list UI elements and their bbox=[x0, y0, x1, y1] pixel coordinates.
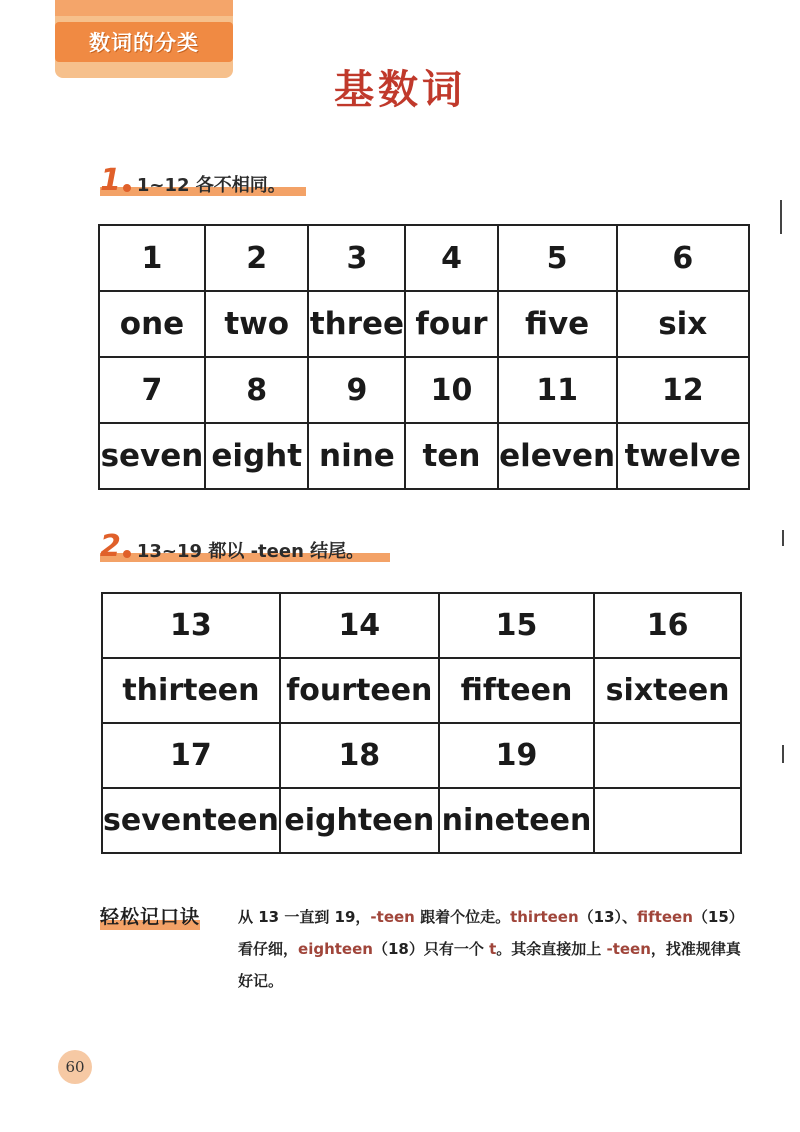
table-row bbox=[99, 291, 749, 357]
mnemonic-text: 从 13 一直到 19，-teen 跟着个位走。thirteen（13）、fifteen（15）看仔细，eighteen（18）只有一个 t。其余直接加上 -teen，找准规律真好记。 bbox=[238, 908, 744, 990]
word-cell: nine bbox=[308, 423, 405, 489]
number-cell: 12 bbox=[617, 357, 749, 423]
word-cell: eight bbox=[205, 423, 309, 489]
word-cell: fifteen bbox=[439, 658, 594, 723]
highlight-teen: -teen bbox=[370, 908, 415, 926]
table-row bbox=[102, 658, 741, 723]
page-number: 60 bbox=[58, 1050, 92, 1084]
word-cell: nineteen bbox=[439, 788, 594, 853]
word-cell: twelve bbox=[617, 423, 749, 489]
section-1-heading bbox=[100, 164, 286, 198]
number-cell: 7 bbox=[99, 357, 205, 423]
number-cell: 6 bbox=[617, 225, 749, 291]
table-row bbox=[99, 225, 749, 291]
table-row bbox=[102, 723, 741, 788]
number-cell: 11 bbox=[498, 357, 617, 423]
page-edge-mark bbox=[782, 530, 784, 546]
category-tag-label: 数词的分类 bbox=[55, 22, 233, 62]
number-cell: 2 bbox=[205, 225, 309, 291]
mnemonic-label: 轻松记口诀 bbox=[100, 906, 201, 928]
number-cell: 18 bbox=[280, 723, 439, 788]
table-row bbox=[99, 357, 749, 423]
number-cell: 17 bbox=[102, 723, 280, 788]
word-cell: eleven bbox=[498, 423, 617, 489]
number-cell: 5 bbox=[498, 225, 617, 291]
word-cell: four bbox=[405, 291, 497, 357]
empty-cell bbox=[594, 723, 741, 788]
highlight-eighteen: eighteen bbox=[298, 940, 373, 958]
word-cell: five bbox=[498, 291, 617, 357]
section-1-text: 1~12 各不相同。 bbox=[136, 175, 286, 196]
number-cell: 16 bbox=[594, 593, 741, 658]
highlight-thirteen: thirteen bbox=[510, 908, 579, 926]
section-2-number: 2 bbox=[100, 529, 121, 564]
word-cell: eighteen bbox=[280, 788, 439, 853]
word-cell: two bbox=[205, 291, 309, 357]
section-2-dot bbox=[123, 550, 131, 558]
number-cell: 8 bbox=[205, 357, 309, 423]
number-cell: 15 bbox=[439, 593, 594, 658]
highlight-t: t bbox=[489, 940, 497, 958]
number-cell: 4 bbox=[405, 225, 497, 291]
number-cell: 13 bbox=[102, 593, 280, 658]
highlight-teen: -teen bbox=[606, 940, 651, 958]
page-title: 基数词 bbox=[334, 67, 466, 113]
number-cell: 19 bbox=[439, 723, 594, 788]
word-cell: one bbox=[99, 291, 205, 357]
number-cell: 14 bbox=[280, 593, 439, 658]
numbers-table-1-12 bbox=[98, 224, 750, 490]
highlight-fifteen: fifteen bbox=[637, 908, 693, 926]
word-cell: seventeen bbox=[102, 788, 280, 853]
section-1-dot bbox=[123, 184, 131, 192]
section-1-number: 1 bbox=[100, 163, 121, 198]
word-cell: ten bbox=[405, 423, 497, 489]
section-2-heading bbox=[100, 530, 364, 564]
word-cell: thirteen bbox=[102, 658, 280, 723]
table-row bbox=[102, 788, 741, 853]
word-cell: seven bbox=[99, 423, 205, 489]
number-cell: 9 bbox=[308, 357, 405, 423]
number-cell: 1 bbox=[99, 225, 205, 291]
numbers-table-13-19 bbox=[101, 592, 742, 854]
empty-cell bbox=[594, 788, 741, 853]
word-cell: six bbox=[617, 291, 749, 357]
number-cell: 3 bbox=[308, 225, 405, 291]
word-cell: fourteen bbox=[280, 658, 439, 723]
number-cell: 10 bbox=[405, 357, 497, 423]
page-edge-mark bbox=[780, 200, 782, 234]
table-row bbox=[102, 593, 741, 658]
word-cell: three bbox=[308, 291, 405, 357]
section-2-text: 13~19 都以 -teen 结尾。 bbox=[136, 541, 365, 562]
table-row bbox=[99, 423, 749, 489]
word-cell: sixteen bbox=[594, 658, 741, 723]
page-edge-mark bbox=[782, 745, 784, 763]
